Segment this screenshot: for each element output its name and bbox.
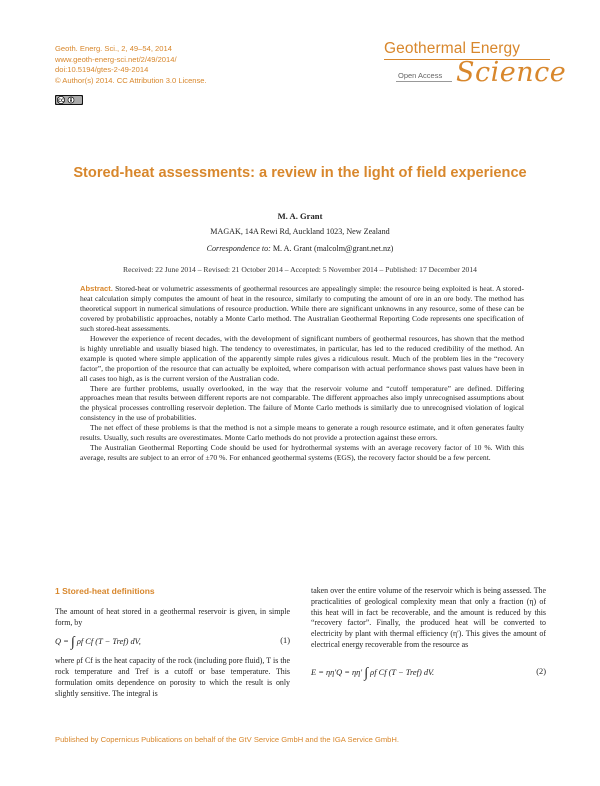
integral-sign: ∫	[70, 635, 75, 651]
abstract-paragraph: There are further problems, usually overlooked, in the way that the reservoir volume and “cutoff temperature” are defined. Differing approaches mean that results between different reports are not comparable. The different approaches also imply unrecognised assumptions about the physical processes controlling reservoir depletion. The failure of Monte Carlo methods is similarly due to unrecognised violation of logical consistency in the use of probabilities.	[80, 383, 524, 423]
affiliation: MAGAK, 14A Rewi Rd, Auckland 1023, New Zealand	[210, 227, 390, 236]
author: M. A. Grant	[277, 211, 323, 221]
open-access-underline	[396, 81, 452, 82]
equation-2-lhs: E = ηη′Q = ηη′	[311, 667, 363, 677]
abstract-paragraph: Abstract. Stored-heat or volumetric assessments of geothermal resources are appealingly simple: the resource being exploited is heat. A stored-heat calculation simply computes the amount of heat in the resource, similarly to computing the amount of ore in an ore body. The method has theoretical support in numerical simulations of resource production. While there are significant unknowns in any resource, some of these can be covered by probabilistic approaches, notably a Monte Carlo method. The Australian Geothermal Reporting Code represents one specification of such stored-heat assessments.	[80, 284, 524, 333]
body-paragraph: where ρf Cf is the heat capacity of the rock (including pore fluid), T is the rock temperature and Tref is a cutoff or base temperature. This formulation omits dependence on porosity to which the result is only slightly sensitive. The integral is	[55, 656, 290, 698]
correspondence-contact[interactable]: M. A. Grant (malcolm@grant.net.nz)	[272, 244, 394, 253]
publisher-footer: Published by Copernicus Publications on behalf of the GtV Service GmbH and the IGA Service GmbH.	[55, 735, 400, 744]
equation-2	[311, 665, 546, 681]
equation-2-number: (2)	[536, 666, 546, 676]
journal-url[interactable]: www.geoth-energ-sci.net/2/49/2014/	[55, 54, 177, 64]
equation-1	[55, 634, 290, 650]
body-paragraph: taken over the entire volume of the reservoir which is being assessed. The practicalities of geological complexity mean that only a fraction (η) of this heat will in fact be recoverable, and the amount is reduced by this “recovery factor”. Finally, the produced heat will be converted to electricity by plant with thermal efficiency (η′). This gives the amount of electrical energy recoverable from the resource as	[311, 586, 546, 649]
citation-block	[55, 44, 207, 86]
equation-2-body: ρf Cf (T − Tref) dV.	[370, 667, 435, 677]
license: © Author(s) 2014. CC Attribution 3.0 License.	[55, 75, 207, 85]
open-access-label: Open Access	[398, 71, 443, 80]
equation-1-body: ρf Cf (T − Tref) dV,	[76, 637, 141, 647]
cc-badge-text: CC	[58, 97, 64, 103]
abstract-paragraph: The Australian Geothermal Reporting Code should be used for hydrothermal systems with an average recovery factor of 10 %. With this average, results are subject to an error of ±70 %. For enhanced geothermal systems (EGS), the recovery factor should be a few percent.	[80, 443, 524, 463]
article-dates: Received: 22 June 2014 – Revised: 21 October 2014 – Accepted: 5 November 2014 – Published: 17 December 2014	[123, 265, 477, 274]
right-column	[311, 586, 546, 687]
integral-sign: ∫	[364, 665, 369, 681]
correspondence	[60, 244, 540, 253]
section-heading: 1 Stored-heat definitions	[55, 586, 155, 596]
doi[interactable]: doi:10.5194/gtes-2-49-2014	[55, 65, 149, 75]
abstract-paragraph: However the experience of recent decades, with the development of significant numbers of geothermal resources, has shown that the method is highly unreliable and usually biased high. The tendency to overestimates, in particular, has led to the reduced credibility of the method. An example is quoted where simple application of the apparently simple rules gives a ridiculous result. Much of the problem lies in the “recovery factor”, the proportion of the resource that can actually be exploited, where comparison with actual performance shows past values have been in all cases too high, as is the current version of the Australian code.	[80, 333, 524, 383]
journal-logo	[384, 40, 567, 95]
journal-name: Geothermal Energy	[384, 40, 521, 57]
cc-license-icon[interactable]	[55, 95, 83, 105]
equation-1-number: (1)	[280, 636, 290, 646]
article-title: Stored-heat assessments: a review in the light of field experience	[73, 165, 527, 181]
body-paragraph: The amount of heat stored in a geothermal reservoir is given, in simple form, by	[55, 606, 290, 627]
abstract	[80, 284, 524, 463]
left-column	[55, 586, 290, 700]
abstract-label: Abstract.	[80, 284, 113, 293]
citation: Geoth. Energ. Sci., 2, 49–54, 2014	[55, 44, 172, 53]
journal-science-wordmark: Science	[456, 57, 567, 88]
correspondence-label: Correspondence to:	[206, 244, 271, 253]
abstract-paragraph: The net effect of these problems is that the method is not a simple means to generate a rough resource estimate, and it often generates faulty results. Usually, such results are overestimates. Monte Carlo methods do not provide a protection against these errors.	[80, 423, 524, 443]
equation-1-lhs: Q =	[55, 637, 69, 647]
